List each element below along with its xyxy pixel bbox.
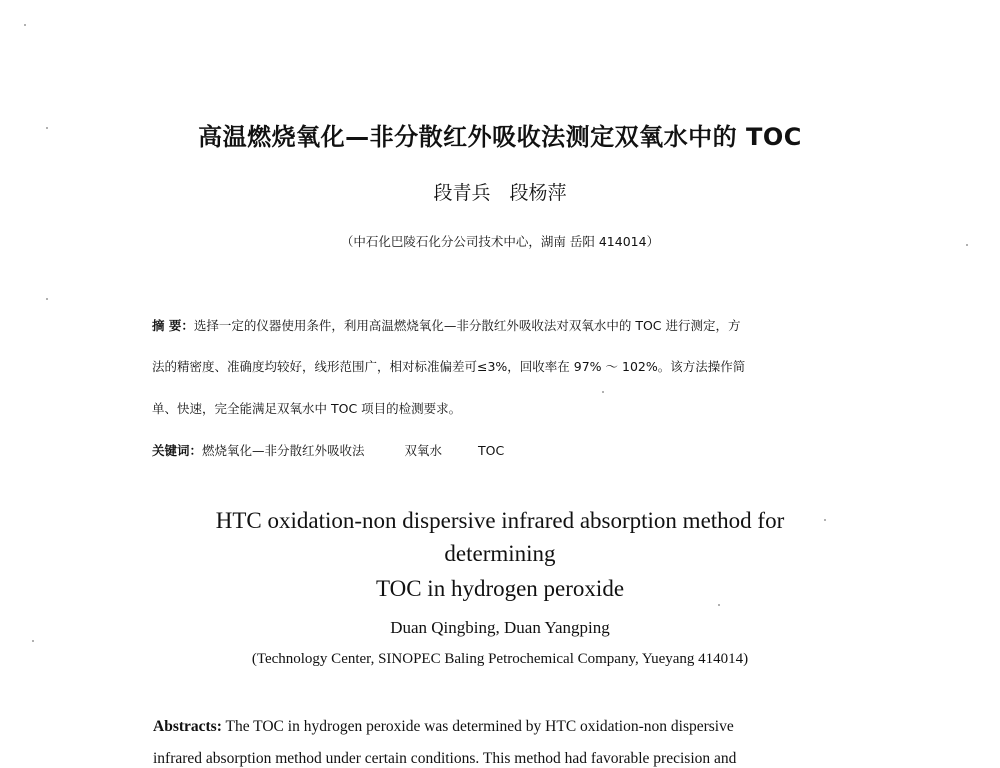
scan-speck [46,298,48,300]
scan-speck [24,24,26,26]
scan-speck [966,244,968,246]
chinese-authors: 段青兵 段杨萍 [433,182,567,204]
english-affiliation: (Technology Center, SINOPEC Baling Petrochemical Company, Yueyang 414014) [251,651,749,667]
english-title-line-2: determining [444,541,556,566]
chinese-title: 高温燃烧氧化—非分散红外吸收法测定双氧水中的 TOC [198,123,802,151]
english-authors: Duan Qingbing, Duan Yangping [390,618,610,637]
english-title-line-1: HTC oxidation-non dispersive infrared absorption method for [215,508,785,533]
keyword-1: 燃烧氧化—非分散红外吸收法 [202,443,365,458]
scan-speck [718,604,720,606]
chinese-abstract-line-1 [152,316,741,334]
scan-speck [32,640,34,642]
chinese-abstract-label: 摘 要： [152,318,194,333]
english-abstract-line-1 [153,718,734,736]
keyword-2: 双氧水 [404,443,443,458]
scan-speck [46,127,48,129]
chinese-abstract-line-3: 单、快速，完全能满足双氧水中 TOC 项目的检测要求。 [152,401,462,416]
chinese-affiliation: （中石化巴陵石化分公司技术中心，湖南 岳阳 414014） [340,234,660,249]
english-abstract-label: Abstracts: [153,718,222,735]
english-title-line-3: TOC in hydrogen peroxide [375,576,625,601]
english-abstract-line-2: infrared absorption method under certain conditions. This method had favorable precision and [153,750,737,767]
chinese-abstract-text-1: 选择一定的仪器使用条件，利用高温燃烧氧化—非分散红外吸收法对双氧水中的 TOC 进行测定，方 [193,318,741,333]
chinese-keywords-label: 关键词： [152,443,203,458]
keyword-3: TOC [478,443,505,458]
scan-speck [602,391,604,393]
chinese-keywords [152,441,504,459]
english-abstract-text-1: The TOC in hydrogen peroxide was determined by HTC oxidation-non dispersive [225,718,734,735]
scan-speck [824,519,826,521]
chinese-abstract-line-2: 法的精密度、准确度均较好，线形范围广，相对标准偏差可≤3%，回收率在 97% ～ 102%。该方法操作简 [152,359,746,374]
